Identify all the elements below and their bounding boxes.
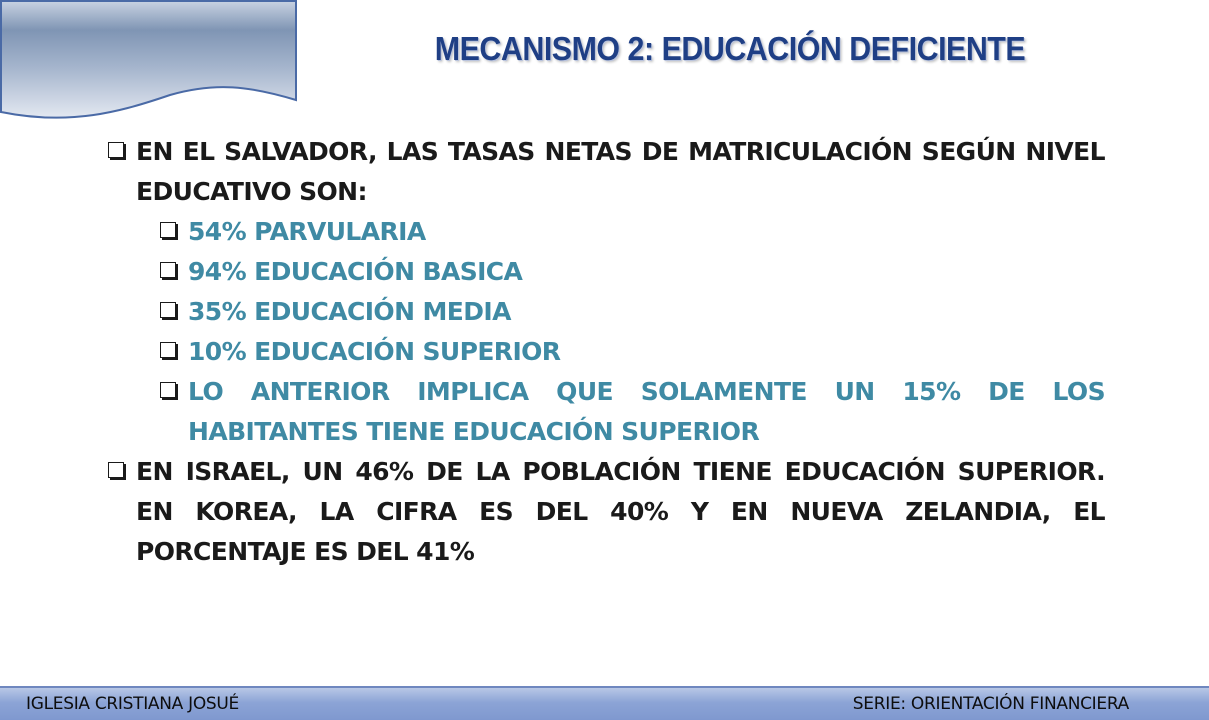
bullet-list bbox=[108, 132, 1105, 572]
sub-bullet-parvularia bbox=[160, 212, 1105, 252]
slide-title: MECANISMO 2: EDUCACIÓN DEFICIENTE bbox=[434, 30, 1026, 67]
bullet-item-israel bbox=[108, 452, 1105, 572]
checkbox-square-icon bbox=[160, 262, 176, 278]
checkbox-square-icon bbox=[160, 302, 176, 318]
bullet-text: 35% EDUCACIÓN MEDIA bbox=[188, 297, 511, 326]
checkbox-square-icon bbox=[160, 382, 176, 398]
bullet-text: 54% PARVULARIA bbox=[188, 217, 426, 246]
bullet-text: EN ISRAEL, UN 46% DE LA POBLACIÓN TIENE EDUCACIÓN SUPERIOR. EN KOREA, LA CIFRA ES DEL 40% Y EN NUEVA ZELANDIA, EL PORCENTAJE ES DEL 41% bbox=[136, 457, 1105, 566]
sub-bullet-superior bbox=[160, 332, 1105, 372]
checkbox-square-icon bbox=[108, 462, 124, 478]
checkbox-square-icon bbox=[160, 342, 176, 358]
sub-bullet-basica bbox=[160, 252, 1105, 292]
bullet-text: 94% EDUCACIÓN BASICA bbox=[188, 257, 523, 286]
footer-church-name: IGLESIA CRISTIANA JOSUÉ bbox=[26, 694, 239, 714]
checkbox-square-icon bbox=[108, 142, 124, 158]
sub-bullet-implicacion bbox=[160, 372, 1105, 452]
bullet-text: LO ANTERIOR IMPLICA QUE SOLAMENTE UN 15% DE LOS HABITANTES TIENE EDUCACIÓN SUPERIOR bbox=[188, 377, 1105, 446]
footer-bar bbox=[0, 686, 1209, 720]
footer-series-name: SERIE: ORIENTACIÓN FINANCIERA bbox=[852, 694, 1129, 714]
checkbox-square-icon bbox=[160, 222, 176, 238]
bullet-text: EN EL SALVADOR, LAS TASAS NETAS DE MATRICULACIÓN SEGÚN NIVEL EDUCATIVO SON: bbox=[136, 137, 1105, 206]
sub-bullet-media bbox=[160, 292, 1105, 332]
corner-wave-banner-icon bbox=[0, 0, 298, 126]
bullet-text: 10% EDUCACIÓN SUPERIOR bbox=[188, 337, 561, 366]
bullet-item-el-salvador bbox=[108, 132, 1105, 212]
